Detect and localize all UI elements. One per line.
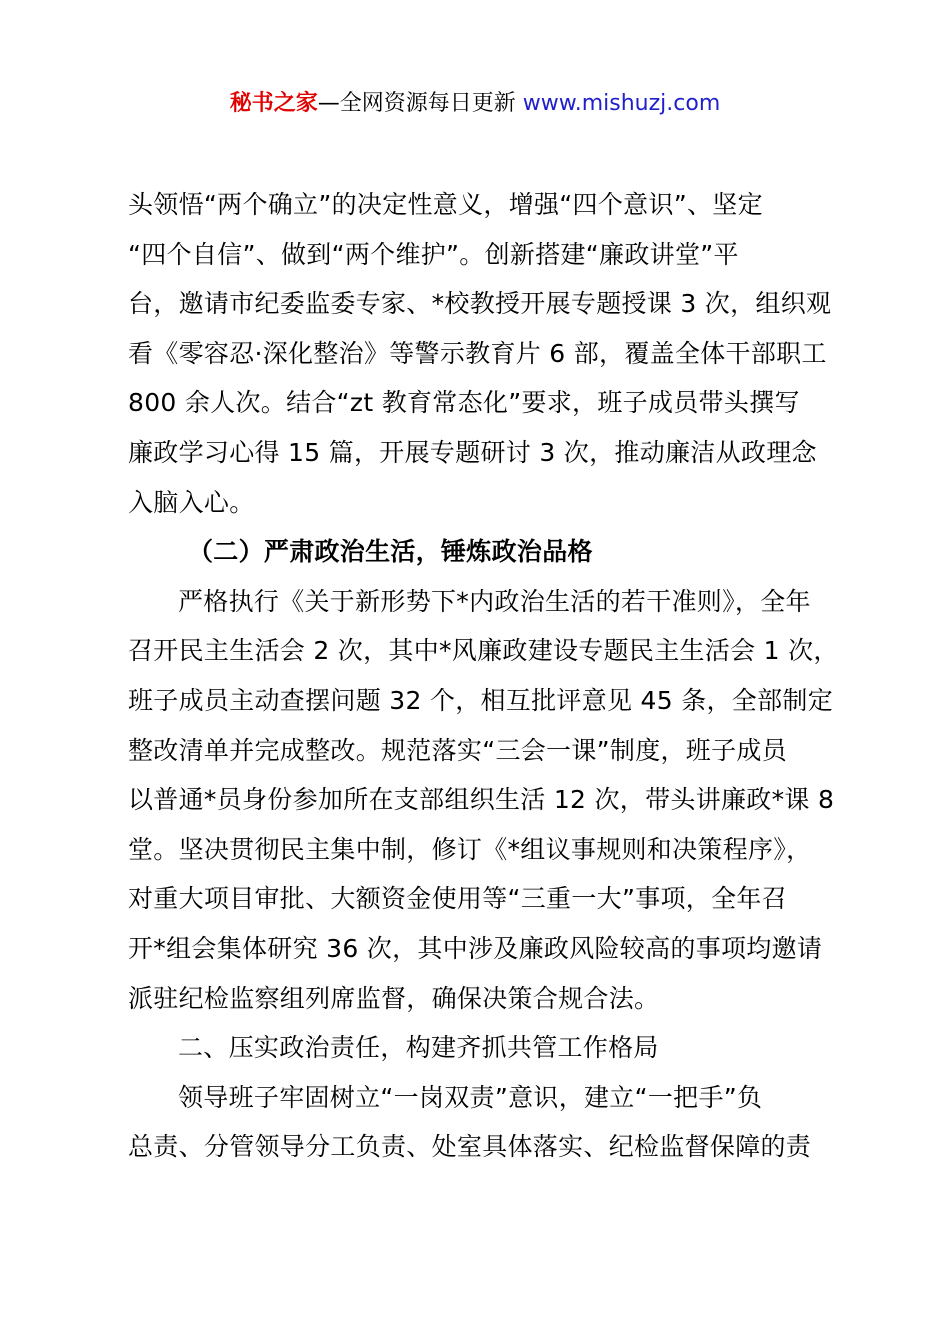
document-body	[128, 180, 839, 1172]
paragraph-line: 台，邀请市纪委监委专家、*校教授开展专题授课 3 次，组织观	[128, 289, 832, 319]
paragraph-line: 对重大项目审批、大额资金使用等“三重一大”事项，全年召	[128, 884, 788, 914]
paragraph-line: 看《零容忍·深化整治》等警示教育片 6 部，覆盖全体干部职工	[128, 338, 827, 368]
site-brand: 秘书之家	[229, 91, 318, 116]
paragraph-line: 班子成员主动查摆问题 32 个，相互批评意见 45 条，全部制定	[128, 685, 834, 715]
section-heading: （二）严肃政治生活，锤炼政治品格	[188, 537, 593, 567]
paragraph-line: 严格执行《关于新形势下*内政治生活的若干准则》，全年	[178, 586, 811, 616]
section-heading: 二、压实政治责任，构建齐抓共管工作格局	[178, 1033, 659, 1063]
paragraph-line: 领导班子牢固树立“一岗双责”意识，建立“一把手”负	[178, 1082, 763, 1112]
site-url-link[interactable]: www.mishuzj.com	[522, 91, 721, 116]
paragraph-line: 800 余人次。结合“zt 教育常态化”要求，班子成员带头撰写	[128, 388, 800, 418]
paragraph-line: 堂。坚决贯彻民主集中制，修订《*组议事规则和决策程序》，	[128, 834, 812, 864]
paragraph-line: 整改清单并完成整改。规范落实“三会一课”制度，班子成员	[128, 735, 788, 765]
paragraph-line: 召开民主生活会 2 次，其中*风廉政建设专题民主生活会 1 次，	[128, 636, 839, 666]
paragraph-line: “四个自信”、做到“两个维护”。创新搭建“廉政讲堂”平	[128, 239, 739, 269]
paragraph-line: 派驻纪检监察组列席监督，确保决策合规合法。	[128, 983, 660, 1013]
paragraph-line: 以普通*员身份参加所在支部组织生活 12 次，带头讲廉政*课 8	[128, 785, 835, 815]
paragraph-line: 廉政学习心得 15 篇，开展专题研讨 3 次，推动廉洁从政理念	[128, 437, 817, 467]
paragraph-line: 入脑入心。	[128, 487, 255, 517]
site-tagline: —全网资源每日更新	[317, 91, 523, 116]
paragraph-line: 总责、分管领导分工负责、处室具体落实、纪检监督保障的责	[128, 1132, 812, 1162]
paragraph-line: 头领悟“两个确立”的决定性意义，增强“四个意识”、坚定	[128, 190, 763, 219]
paragraph-line: 开*组会集体研究 36 次，其中涉及廉政风险较高的事项均邀请	[128, 933, 823, 963]
site-header	[0, 88, 950, 120]
